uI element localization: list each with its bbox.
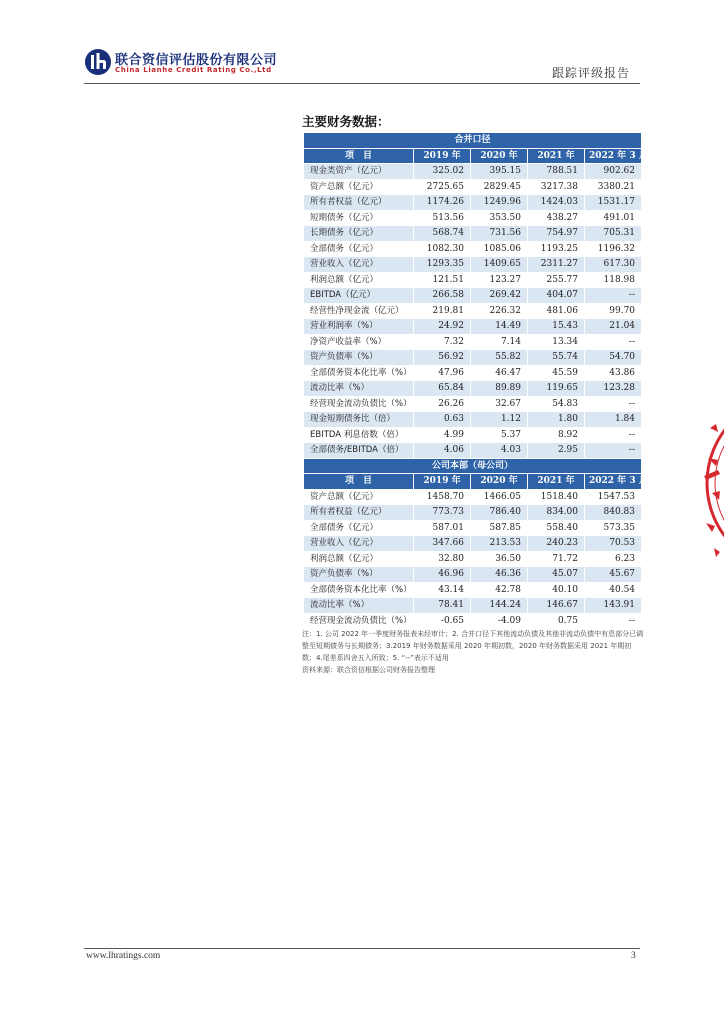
row-label: 长期债务（亿元） — [304, 226, 414, 242]
table-row — [304, 303, 642, 319]
cell-value: 46.36 — [471, 567, 528, 583]
table-row — [304, 489, 642, 505]
header-divider — [84, 83, 640, 84]
cell-value: 42.78 — [471, 582, 528, 598]
cell-value: 226.32 — [471, 303, 528, 319]
cell-value: 123.28 — [585, 381, 642, 397]
cell-value: 1082.30 — [414, 241, 471, 257]
page-number: 3 — [631, 951, 636, 961]
cell-value: 46.96 — [414, 567, 471, 583]
cell-value: -- — [585, 443, 642, 459]
row-label: 全部债务资本化比率（%） — [304, 582, 414, 598]
table-column-header-row — [304, 474, 642, 490]
cell-value: 4.99 — [414, 427, 471, 443]
cell-value: 754.97 — [528, 226, 585, 242]
cell-value: 1409.65 — [471, 257, 528, 273]
cell-value: -- — [585, 613, 642, 629]
row-label: 利润总额（亿元） — [304, 551, 414, 567]
cell-value: 45.67 — [585, 567, 642, 583]
cell-value: 143.91 — [585, 598, 642, 614]
cell-value: 123.27 — [471, 272, 528, 288]
table-row — [304, 179, 642, 195]
document-type: 跟踪评级报告 — [551, 66, 630, 80]
column-header: 2019 年 — [414, 148, 471, 164]
cell-value: 617.30 — [585, 257, 642, 273]
column-header: 项 目 — [304, 474, 414, 490]
cell-value: 219.81 — [414, 303, 471, 319]
table-row — [304, 412, 642, 428]
cell-value: 144.24 — [471, 598, 528, 614]
cell-value: 786.40 — [471, 505, 528, 521]
cell-value: 6.23 — [585, 551, 642, 567]
cell-value: 902.62 — [585, 164, 642, 180]
table-row — [304, 567, 642, 583]
cell-value: 325.02 — [414, 164, 471, 180]
financial-data-table-container — [303, 132, 648, 629]
footer-divider — [84, 948, 640, 949]
row-label: 资产总额（亿元） — [304, 179, 414, 195]
cell-value: 55.74 — [528, 350, 585, 366]
cell-value: 1193.25 — [528, 241, 585, 257]
group-title: 合并口径 — [304, 133, 642, 149]
table-row — [304, 365, 642, 381]
row-label: 经营现金流动负债比（%） — [304, 613, 414, 629]
row-label: 营业收入（亿元） — [304, 257, 414, 273]
cell-value: 0.63 — [414, 412, 471, 428]
table-row — [304, 272, 642, 288]
row-label: 营业利润率（%） — [304, 319, 414, 335]
table-row — [304, 210, 642, 226]
row-label: 全部债务/EBITDA（倍） — [304, 443, 414, 459]
table-row — [304, 164, 642, 180]
cell-value: 438.27 — [528, 210, 585, 226]
row-label: 利润总额（亿元） — [304, 272, 414, 288]
cell-value: 2.95 — [528, 443, 585, 459]
cell-value: 13.34 — [528, 334, 585, 350]
cell-value: 65.84 — [414, 381, 471, 397]
seal-stamp-icon — [700, 398, 724, 568]
cell-value: 3217.38 — [528, 179, 585, 195]
table-row — [304, 427, 642, 443]
section-title: 主要财务数据： — [302, 114, 390, 129]
cell-value: 43.86 — [585, 365, 642, 381]
table-row — [304, 443, 642, 459]
cell-value: 240.23 — [528, 536, 585, 552]
company-logo-icon — [84, 48, 112, 76]
cell-value: 40.54 — [585, 582, 642, 598]
cell-value: 1174.26 — [414, 195, 471, 211]
cell-value: -- — [585, 396, 642, 412]
table-group-header — [304, 458, 642, 474]
cell-value: 56.92 — [414, 350, 471, 366]
footer-url[interactable]: www.lhratings.com — [86, 951, 161, 961]
cell-value: 55.82 — [471, 350, 528, 366]
cell-value: 1.12 — [471, 412, 528, 428]
cell-value: 32.67 — [471, 396, 528, 412]
cell-value: -- — [585, 427, 642, 443]
cell-value: -- — [585, 334, 642, 350]
row-label: 资产总额（亿元） — [304, 489, 414, 505]
row-label: 经营现金流动负债比（%） — [304, 396, 414, 412]
column-header: 2019 年 — [414, 474, 471, 490]
cell-value: 587.85 — [471, 520, 528, 536]
cell-value: 8.92 — [528, 427, 585, 443]
cell-value: 7.32 — [414, 334, 471, 350]
cell-value: 24.92 — [414, 319, 471, 335]
table-row — [304, 195, 642, 211]
cell-value: 773.73 — [414, 505, 471, 521]
cell-value: 840.83 — [585, 505, 642, 521]
cell-value: 1547.53 — [585, 489, 642, 505]
column-header: 项 目 — [304, 148, 414, 164]
table-row — [304, 334, 642, 350]
cell-value: 705.31 — [585, 226, 642, 242]
page-header — [84, 47, 640, 83]
cell-value: 404.07 — [528, 288, 585, 304]
cell-value: 54.70 — [585, 350, 642, 366]
table-column-header-row — [304, 148, 642, 164]
cell-value: 46.47 — [471, 365, 528, 381]
cell-value: 36.50 — [471, 551, 528, 567]
cell-value: 213.53 — [471, 536, 528, 552]
cell-value: 89.89 — [471, 381, 528, 397]
table-row — [304, 582, 642, 598]
cell-value: 1.80 — [528, 412, 585, 428]
table-row — [304, 241, 642, 257]
cell-value: 2311.27 — [528, 257, 585, 273]
cell-value: 1518.40 — [528, 489, 585, 505]
cell-value: 43.14 — [414, 582, 471, 598]
table-row — [304, 613, 642, 629]
cell-value: 119.65 — [528, 381, 585, 397]
cell-value: 70.53 — [585, 536, 642, 552]
cell-value: 269.42 — [471, 288, 528, 304]
column-header: 2020 年 — [471, 474, 528, 490]
table-row — [304, 551, 642, 567]
row-label: 所有者权益（亿元） — [304, 195, 414, 211]
table-row — [304, 396, 642, 412]
cell-value: 7.14 — [471, 334, 528, 350]
column-header: 2021 年 — [528, 474, 585, 490]
cell-value: 1.84 — [585, 412, 642, 428]
cell-value: 5.37 — [471, 427, 528, 443]
row-label: 全部债务（亿元） — [304, 241, 414, 257]
cell-value: 1249.96 — [471, 195, 528, 211]
cell-value: 1424.03 — [528, 195, 585, 211]
cell-value: 1196.32 — [585, 241, 642, 257]
table-row — [304, 319, 642, 335]
cell-value: 71.72 — [528, 551, 585, 567]
cell-value: 481.06 — [528, 303, 585, 319]
row-label: 现金短期债务比（倍） — [304, 412, 414, 428]
row-label: 净资产收益率（%） — [304, 334, 414, 350]
table-row — [304, 536, 642, 552]
row-label: 资产负债率（%） — [304, 567, 414, 583]
cell-value: 587.01 — [414, 520, 471, 536]
cell-value: 1085.06 — [471, 241, 528, 257]
table-row — [304, 598, 642, 614]
row-label: EBITDA 利息倍数（倍） — [304, 427, 414, 443]
table-row — [304, 505, 642, 521]
cell-value: 99.70 — [585, 303, 642, 319]
table-row — [304, 288, 642, 304]
row-label: 短期债务（亿元） — [304, 210, 414, 226]
column-header: 2021 年 — [528, 148, 585, 164]
cell-value: 255.77 — [528, 272, 585, 288]
column-header: 2022 年 3 月 — [585, 148, 642, 164]
row-label: 所有者权益（亿元） — [304, 505, 414, 521]
cell-value: 1531.17 — [585, 195, 642, 211]
row-label: 流动比率（%） — [304, 381, 414, 397]
cell-value: -4.09 — [471, 613, 528, 629]
cell-value: 1458.70 — [414, 489, 471, 505]
cell-value: 1466.05 — [471, 489, 528, 505]
cell-value: 78.41 — [414, 598, 471, 614]
cell-value: 14.49 — [471, 319, 528, 335]
cell-value: 491.01 — [585, 210, 642, 226]
cell-value: 2725.65 — [414, 179, 471, 195]
cell-value: 353.50 — [471, 210, 528, 226]
column-header: 2020 年 — [471, 148, 528, 164]
table-row — [304, 381, 642, 397]
cell-value: 40.10 — [528, 582, 585, 598]
cell-value: 731.56 — [471, 226, 528, 242]
company-name-en: China Lianhe Credit Rating Co.,Ltd — [115, 66, 272, 74]
row-label: EBITDA（亿元） — [304, 288, 414, 304]
cell-value: 21.04 — [585, 319, 642, 335]
row-label: 流动比率（%） — [304, 598, 414, 614]
table-row — [304, 350, 642, 366]
table-row — [304, 257, 642, 273]
financial-data-table — [303, 132, 648, 629]
cell-value: 568.74 — [414, 226, 471, 242]
note-text: 注：1. 公司 2022 年一季度财务报表未经审计；2. 合并口径下其他流动负债及其他非流动负债中有息部分已调整至短期债务与长期债务；3.2019 年财务数据采用 2020 年期初数，2020 年财务数据采用 2021 年期初数；4.尾差系四舍五入所致；5. “--”表示不适用 — [302, 630, 644, 662]
cell-value: 26.26 — [414, 396, 471, 412]
cell-value: 32.80 — [414, 551, 471, 567]
cell-value: -- — [585, 288, 642, 304]
row-label: 全部债务资本化比率（%） — [304, 365, 414, 381]
group-title: 公司本部（母公司） — [304, 458, 642, 474]
cell-value: 4.06 — [414, 443, 471, 459]
cell-value: 347.66 — [414, 536, 471, 552]
cell-value: 45.07 — [528, 567, 585, 583]
cell-value: 266.58 — [414, 288, 471, 304]
cell-value: 513.56 — [414, 210, 471, 226]
cell-value: 0.75 — [528, 613, 585, 629]
cell-value: 395.15 — [471, 164, 528, 180]
company-name-cn: 联合资信评估股份有限公司 — [115, 53, 278, 68]
table-notes — [302, 628, 644, 676]
cell-value: 1293.35 — [414, 257, 471, 273]
cell-value: 47.96 — [414, 365, 471, 381]
cell-value: 54.83 — [528, 396, 585, 412]
table-group-header — [304, 133, 642, 149]
cell-value: 558.40 — [528, 520, 585, 536]
cell-value: 45.59 — [528, 365, 585, 381]
row-label: 现金类资产（亿元） — [304, 164, 414, 180]
cell-value: 573.35 — [585, 520, 642, 536]
row-label: 全部债务（亿元） — [304, 520, 414, 536]
row-label: 资产负债率（%） — [304, 350, 414, 366]
cell-value: 3380.21 — [585, 179, 642, 195]
cell-value: 121.51 — [414, 272, 471, 288]
source-text: 资料来源：联合资信根据公司财务报告整理 — [302, 666, 435, 674]
row-label: 营业收入（亿元） — [304, 536, 414, 552]
table-row — [304, 226, 642, 242]
row-label: 经营性净现金流（亿元） — [304, 303, 414, 319]
cell-value: 146.67 — [528, 598, 585, 614]
cell-value: 118.98 — [585, 272, 642, 288]
cell-value: 4.03 — [471, 443, 528, 459]
cell-value: -0.65 — [414, 613, 471, 629]
cell-value: 15.43 — [528, 319, 585, 335]
cell-value: 834.00 — [528, 505, 585, 521]
table-row — [304, 520, 642, 536]
cell-value: 2829.45 — [471, 179, 528, 195]
column-header: 2022 年 3 月 — [585, 474, 642, 490]
cell-value: 788.51 — [528, 164, 585, 180]
